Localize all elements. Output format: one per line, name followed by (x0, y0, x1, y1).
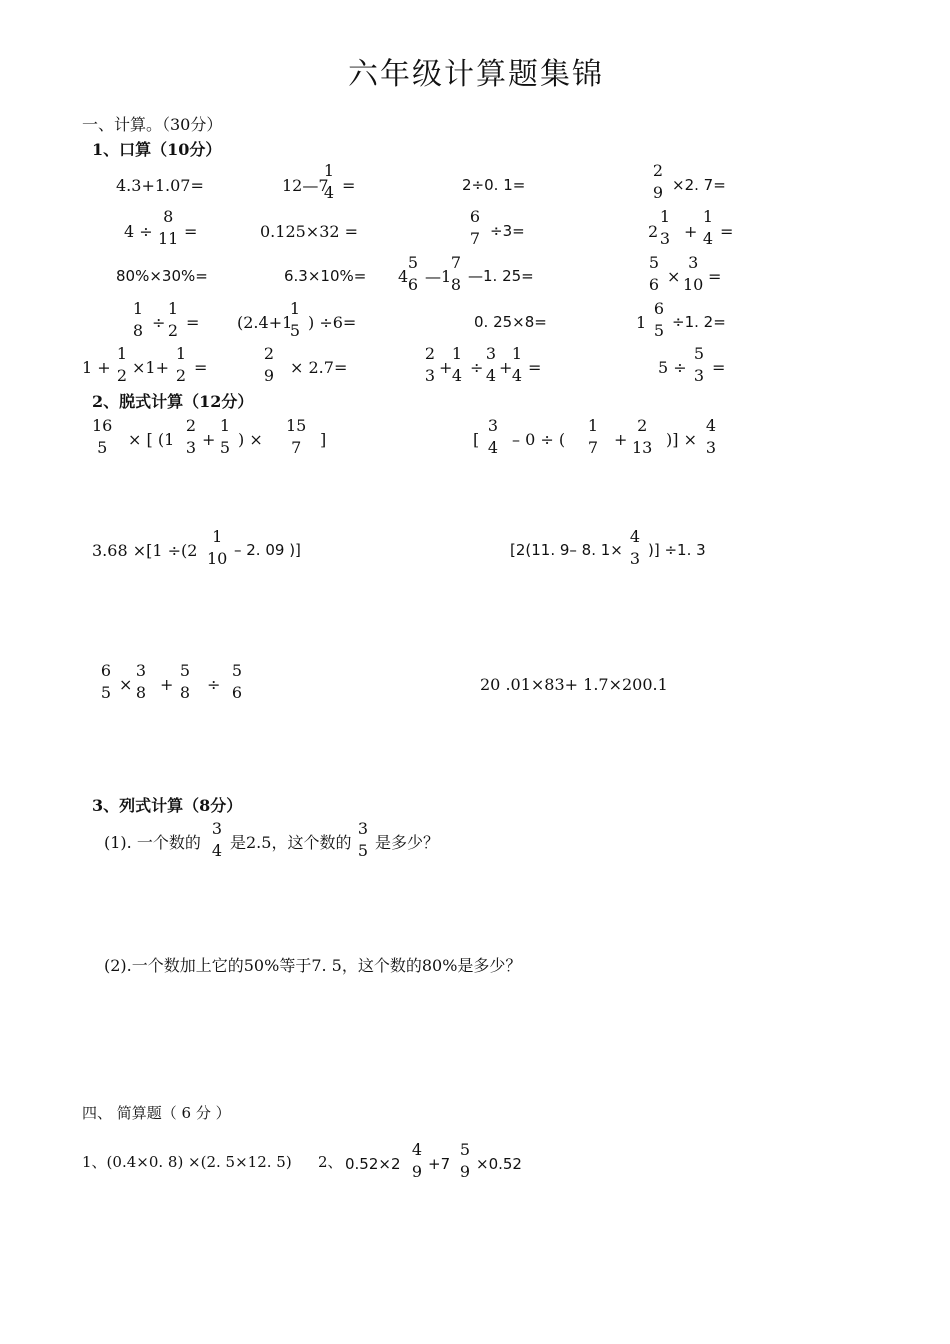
expr-text: + (614, 430, 628, 449)
expr-text: [2(11. 9– 8. 1× (510, 541, 623, 559)
denominator: 4 (487, 438, 499, 457)
denominator: 2 (116, 366, 128, 385)
expr-text: 12—7 (282, 176, 329, 195)
numerator: 8 (163, 207, 174, 226)
expr-text: = (708, 267, 722, 286)
fraction (99, 663, 113, 701)
expr-text: × [ (1 (128, 430, 175, 449)
fraction (207, 529, 227, 567)
expr-text: ×2. 7= (672, 176, 726, 194)
denominator: 3 (629, 549, 641, 568)
expr-text: = (186, 313, 200, 332)
denominator: 3 (705, 438, 717, 457)
fraction (134, 663, 148, 701)
expr-text: = (194, 358, 208, 377)
denominator: 9 (652, 183, 664, 202)
expr-text: ×1+ (132, 358, 169, 377)
expr-text: 1 (636, 313, 647, 332)
fraction (486, 418, 500, 456)
fraction (683, 255, 703, 293)
denominator: 10 (683, 275, 704, 294)
numerator: 1 (702, 207, 714, 226)
denominator: 4 (702, 229, 714, 248)
part3-heading: 3、列式计算（8分） (92, 796, 243, 815)
expr-text: —1. 25= (468, 267, 534, 285)
numerator: 1 (132, 299, 144, 318)
denominator: 7 (587, 438, 599, 457)
numerator: 6 (653, 299, 665, 318)
denominator: 9 (459, 1162, 471, 1181)
numerator: 1 (451, 344, 463, 363)
denominator: 5 (357, 841, 369, 860)
fraction (468, 209, 482, 247)
fraction (406, 255, 420, 293)
section4-heading: 四、 简算题（ 6 分 ） (82, 1104, 231, 1122)
problem-a3: 2÷0. 1= (462, 176, 526, 194)
problem-b2: 0.125×32 = (260, 222, 359, 241)
denominator: 3 (659, 229, 671, 248)
denominator: 6 (648, 275, 660, 294)
numerator: 3 (485, 344, 497, 363)
numerator: 2 (637, 416, 648, 435)
denominator: 5 (289, 321, 301, 340)
expr-text: 3.68 ×[1 ÷(2 (92, 541, 198, 560)
expr-text: +7 (428, 1155, 451, 1173)
fraction (158, 209, 178, 247)
expr-text: )] × (666, 430, 697, 449)
expr-text: 4 ÷ (124, 222, 153, 241)
denominator: 5 (653, 321, 665, 340)
expr-text: 是2.5，这个数的 (230, 833, 352, 852)
problem-p6: 20 .01×83+ 1.7×200.1 (480, 675, 668, 694)
expr-text: ÷3= (490, 222, 525, 240)
fraction (704, 418, 718, 456)
denominator: 2 (175, 366, 187, 385)
expr-text: ) ÷6= (308, 313, 357, 332)
fraction (651, 163, 665, 201)
numerator: 1 (659, 207, 671, 226)
expr-text: 是多少？ (375, 833, 440, 852)
expr-text: 4 (398, 267, 409, 286)
expr-text: 5 ÷ (658, 358, 687, 377)
denominator: 5 (219, 438, 231, 457)
fraction (178, 663, 192, 701)
expr-text: + (160, 675, 174, 694)
fraction (484, 346, 498, 384)
expr-text: × (667, 267, 681, 286)
fraction (628, 529, 642, 567)
fraction (586, 418, 600, 456)
fraction (356, 821, 370, 859)
fraction (701, 209, 715, 247)
fraction (647, 255, 661, 293)
expr-text: —1 (425, 267, 452, 286)
denominator: 2 (167, 321, 179, 340)
fraction (286, 418, 306, 456)
denominator: 3 (424, 366, 436, 385)
denominator: 4 (511, 366, 523, 385)
denominator: 9 (411, 1162, 423, 1181)
expr-text: = (342, 176, 356, 195)
numerator: 4 (705, 416, 717, 435)
numerator: 5 (231, 661, 243, 680)
expr-text: ÷1. 2= (672, 313, 726, 331)
fraction (218, 418, 232, 456)
expr-text: 2 (648, 222, 659, 241)
expr-text: × 2.7= (290, 358, 348, 377)
numerator: 1 (167, 299, 179, 318)
numerator: 2 (424, 344, 436, 363)
expr-text: = (720, 222, 734, 241)
fraction (262, 346, 276, 384)
numerator: 5 (407, 253, 419, 272)
numerator: 5 (648, 253, 660, 272)
numerator: 2 (652, 161, 664, 180)
part2-heading: 2、脱式计算（12分） (92, 392, 254, 411)
expr-text: ÷ (152, 313, 166, 332)
expr-text: [ (473, 430, 480, 449)
numerator: 1 (289, 299, 301, 318)
denominator: 8 (135, 683, 147, 702)
numerator: 2 (263, 344, 275, 363)
denominator: 3 (693, 366, 705, 385)
numerator: 5 (693, 344, 705, 363)
fraction (131, 301, 145, 339)
expr-text: ] (320, 430, 327, 449)
denominator: 8 (132, 321, 144, 340)
fraction (184, 418, 198, 456)
fraction (658, 209, 672, 247)
numerator: 3 (211, 819, 223, 838)
simplify-problem-2-label: 2、 (318, 1153, 343, 1171)
numerator: 5 (459, 1140, 471, 1159)
denominator: 8 (450, 275, 462, 294)
numerator: 4 (411, 1140, 423, 1159)
numerator: 3 (487, 416, 499, 435)
fraction (322, 163, 336, 201)
expr-text: 0.52×2 (345, 1155, 401, 1173)
fraction (288, 301, 302, 339)
problem-d3: 0. 25×8= (474, 313, 547, 331)
fraction (450, 346, 464, 384)
fraction (652, 301, 666, 339)
problem-a1: 4.3+1.07= (116, 176, 204, 195)
denominator: 7 (469, 229, 481, 248)
fraction (458, 1142, 472, 1180)
denominator: 5 (97, 438, 108, 457)
fraction (166, 301, 180, 339)
numerator: 5 (179, 661, 191, 680)
numerator: 1 (323, 161, 335, 180)
numerator: 1 (212, 527, 223, 546)
numerator: 1 (511, 344, 523, 363)
denominator: 4 (323, 183, 335, 202)
fraction (423, 346, 437, 384)
expr-text: (1). 一个数的 (104, 833, 201, 852)
section1-heading: 一、计算。（30分） (82, 115, 223, 134)
fraction (449, 255, 463, 293)
problem-c1: 80%×30%= (116, 267, 208, 285)
numerator: 1 (116, 344, 128, 363)
page-title: 六年级计算题集锦 (348, 57, 604, 92)
fraction (632, 418, 652, 456)
expr-text: ÷ (470, 358, 484, 377)
expr-text: – 0 ÷ ( (512, 430, 566, 449)
expr-text: (2.4+1 (237, 313, 293, 332)
denominator: 7 (291, 438, 302, 457)
fraction (692, 346, 706, 384)
expr-text: × (119, 675, 133, 694)
expr-text: = (712, 358, 726, 377)
expr-text: ×0.52 (476, 1155, 522, 1173)
fraction (115, 346, 129, 384)
expr-text: + (499, 358, 513, 377)
expr-text: ÷ (207, 675, 221, 694)
fraction (230, 663, 244, 701)
numerator: 6 (469, 207, 481, 226)
numerator: 1 (587, 416, 599, 435)
denominator: 13 (632, 438, 653, 457)
expr-text: + (684, 222, 698, 241)
numerator: 3 (135, 661, 147, 680)
fraction (510, 346, 524, 384)
expr-text: + (202, 430, 216, 449)
denominator: 10 (207, 549, 228, 568)
denominator: 4 (451, 366, 463, 385)
fraction (174, 346, 188, 384)
numerator: 2 (185, 416, 197, 435)
numerator: 1 (175, 344, 187, 363)
denominator: 6 (231, 683, 243, 702)
expr-text: ) × (238, 430, 263, 449)
numerator: 6 (100, 661, 112, 680)
numerator: 4 (629, 527, 641, 546)
numerator: 3 (357, 819, 369, 838)
part1-heading: 1、口算（10分） (92, 140, 222, 159)
expr-text: 1 + (82, 358, 111, 377)
numerator: 7 (450, 253, 462, 272)
expr-text: = (184, 222, 198, 241)
numerator: 15 (286, 416, 307, 435)
numerator: 3 (688, 253, 699, 272)
denominator: 5 (100, 683, 112, 702)
expr-text: = (528, 358, 542, 377)
fraction (210, 821, 224, 859)
fraction (92, 418, 112, 456)
denominator: 9 (263, 366, 275, 385)
simplify-problem-1: 1、(0.4×0. 8) ×(2. 5×12. 5) (82, 1153, 292, 1171)
denominator: 11 (158, 229, 179, 248)
fraction (410, 1142, 424, 1180)
denominator: 4 (211, 841, 223, 860)
problem-c2: 6.3×10%= (284, 267, 367, 285)
denominator: 4 (485, 366, 497, 385)
numerator: 16 (92, 416, 113, 435)
expr-text: – 2. 09 )] (234, 541, 301, 559)
problem-q2: (2).一个数加上它的50%等于7. 5，这个数的80%是多少？ (104, 956, 522, 975)
expr-text: + (439, 358, 453, 377)
denominator: 8 (179, 683, 191, 702)
denominator: 3 (185, 438, 197, 457)
numerator: 1 (219, 416, 231, 435)
expr-text: )] ÷1. 3 (648, 541, 706, 559)
denominator: 6 (407, 275, 419, 294)
